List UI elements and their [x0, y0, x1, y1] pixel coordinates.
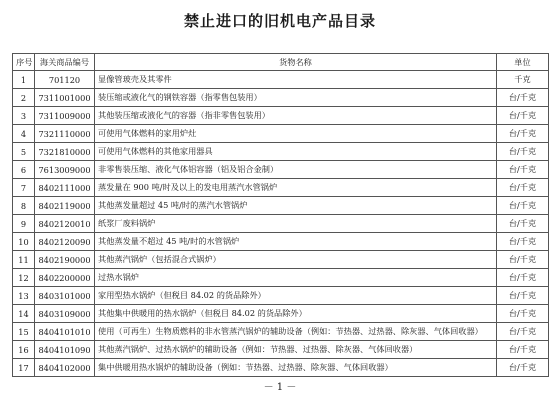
row-index: 6	[13, 161, 35, 179]
row-description: 蒸发量在 900 吨/时及以上的发电用蒸汽水管锅炉	[95, 179, 497, 197]
row-unit: 台/千克	[497, 233, 549, 251]
row-unit: 台/千克	[497, 341, 549, 359]
row-index: 1	[13, 71, 35, 89]
table-row	[13, 287, 549, 305]
header-description: 货物名称	[95, 54, 497, 71]
table-row	[13, 89, 549, 107]
row-description: 其他蒸汽锅炉、过热水锅炉的辅助设备（例如：节热器、过热器、除灰器、气体回收器）	[95, 341, 497, 359]
row-unit: 台/千克	[497, 269, 549, 287]
row-description: 显像管玻壳及其零件	[95, 71, 497, 89]
row-description: 可使用气体燃料的其他家用器具	[95, 143, 497, 161]
row-unit: 台/千克	[497, 89, 549, 107]
row-index: 13	[13, 287, 35, 305]
row-unit: 台/千克	[497, 161, 549, 179]
row-description: 其他集中供暖用的热水锅炉（但税目 84.02 的货品除外）	[95, 305, 497, 323]
page-number: － 1 －	[263, 382, 297, 393]
row-code: 8404102000	[35, 359, 95, 377]
table-header-row	[13, 54, 549, 71]
row-unit: 台/千克	[497, 107, 549, 125]
table-row	[13, 125, 549, 143]
row-index: 15	[13, 323, 35, 341]
table-row	[13, 143, 549, 161]
row-code: 8402190000	[35, 251, 95, 269]
row-index: 17	[13, 359, 35, 377]
row-index: 5	[13, 143, 35, 161]
row-unit: 台/千克	[497, 359, 549, 377]
row-description: 集中供暖用热水锅炉的辅助设备（例如：节热器、过热器、除灰器、气体回收器）	[95, 359, 497, 377]
row-index: 2	[13, 89, 35, 107]
table-row	[13, 179, 549, 197]
row-index: 12	[13, 269, 35, 287]
table-row	[13, 233, 549, 251]
table-row	[13, 71, 549, 89]
row-description: 家用型热水锅炉（但税目 84.02 的货品除外）	[95, 287, 497, 305]
table-row	[13, 251, 549, 269]
row-unit: 台/千克	[497, 287, 549, 305]
row-description: 其他蒸发量不超过 45 吨/时的水管锅炉	[95, 233, 497, 251]
table-row	[13, 305, 549, 323]
row-description: 纸浆厂废料锅炉	[95, 215, 497, 233]
row-code: 8404101010	[35, 323, 95, 341]
table-row	[13, 107, 549, 125]
table-row	[13, 215, 549, 233]
table-row	[13, 359, 549, 377]
row-unit: 台/千克	[497, 323, 549, 341]
header-index: 序号	[13, 54, 35, 71]
header-unit: 单位	[497, 54, 549, 71]
row-code: 8402119000	[35, 197, 95, 215]
row-code: 7311001000	[35, 89, 95, 107]
table-row	[13, 341, 549, 359]
row-code: 8404101090	[35, 341, 95, 359]
table-row	[13, 269, 549, 287]
row-description: 非零售装压缩、液化气体铝容器（铝及铝合金制）	[95, 161, 497, 179]
table-row	[13, 323, 549, 341]
row-index: 9	[13, 215, 35, 233]
table-body	[13, 71, 549, 377]
row-code: 8402111000	[35, 179, 95, 197]
row-unit: 台/千克	[497, 215, 549, 233]
row-unit: 台/千克	[497, 143, 549, 161]
row-code: 8402200000	[35, 269, 95, 287]
row-unit: 台/千克	[497, 251, 549, 269]
row-code: 7613009000	[35, 161, 95, 179]
row-unit: 台/千克	[497, 197, 549, 215]
row-unit: 台/千克	[497, 179, 549, 197]
row-index: 3	[13, 107, 35, 125]
row-description: 其他装压缩或液化气的容器（指非零售包装用）	[95, 107, 497, 125]
row-code: 7311009000	[35, 107, 95, 125]
document-title: 禁止进口的旧机电产品目录	[183, 12, 376, 30]
row-code: 8402120010	[35, 215, 95, 233]
table-row	[13, 197, 549, 215]
catalog-table	[12, 53, 549, 377]
row-index: 16	[13, 341, 35, 359]
row-code: 8402120090	[35, 233, 95, 251]
row-code: 7321810000	[35, 143, 95, 161]
row-index: 4	[13, 125, 35, 143]
row-code: 701120	[35, 71, 95, 89]
row-index: 14	[13, 305, 35, 323]
row-unit: 台/千克	[497, 305, 549, 323]
header-code: 海关商品编号	[35, 54, 95, 71]
row-unit: 台/千克	[497, 125, 549, 143]
row-index: 7	[13, 179, 35, 197]
row-unit: 千克	[497, 71, 549, 89]
row-code: 8403109000	[35, 305, 95, 323]
row-index: 8	[13, 197, 35, 215]
row-code: 8403101000	[35, 287, 95, 305]
row-code: 7321110000	[35, 125, 95, 143]
row-index: 10	[13, 233, 35, 251]
table-row	[13, 161, 549, 179]
row-description: 其他蒸发量超过 45 吨/时的蒸汽水管锅炉	[95, 197, 497, 215]
row-description: 使用（可再生）生物质燃料的非水管蒸汽锅炉的辅助设备（例如：节热器、过热器、除灰器、气体回收器）	[95, 323, 497, 341]
row-index: 11	[13, 251, 35, 269]
row-description: 其他蒸汽锅炉（包括混合式锅炉）	[95, 251, 497, 269]
row-description: 过热水锅炉	[95, 269, 497, 287]
row-description: 装压缩或液化气的钢铁容器（指零售包装用）	[95, 89, 497, 107]
row-description: 可使用气体燃料的家用炉灶	[95, 125, 497, 143]
